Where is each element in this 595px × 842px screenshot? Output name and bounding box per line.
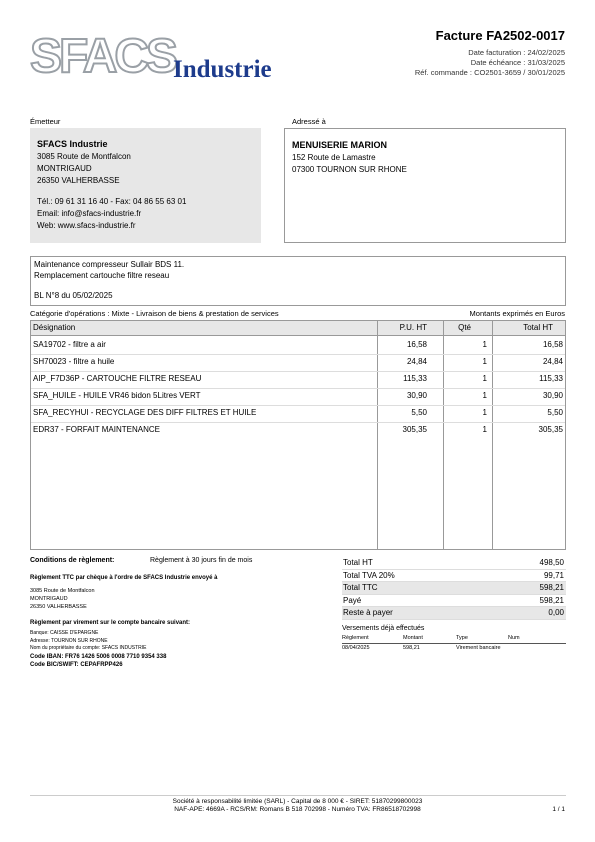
row-total: 30,90 (542, 391, 563, 400)
recipient-address: 152 Route de Lamastre (292, 153, 376, 162)
cheque-address-1: 3085 Route de Montfalcon (30, 588, 95, 594)
bic-swift: Code BIC/SWIFT: CEPAFRPP426 (30, 662, 123, 668)
bank-address: Adresse: TOURNON SUR RHONE (30, 638, 108, 644)
cheque-address-2: MONTRIGAUD (30, 596, 68, 602)
row-designation: AIP_F7D36P - CARTOUCHE FILTRE RESEAU (33, 374, 202, 383)
header-unit-price: P.U. HT (399, 323, 427, 332)
payment-date: 08/04/2025 (342, 645, 370, 651)
total-ttc-row (342, 582, 566, 595)
footer-legal-2: NAF-APE: 4669A - RCS/RM: Romans B 518 702998 - Numéro TVA: FR86518702998 (174, 806, 421, 813)
total-value: 598,21 (539, 595, 564, 605)
table-row (31, 355, 565, 372)
invoice-description (30, 256, 566, 306)
invoice-date: Date facturation : 24/02/2025 (468, 48, 565, 57)
delivery-note: BL N°8 du 05/02/2025 (34, 291, 113, 300)
logo-suffix-text: Industrie (173, 56, 272, 83)
remaining-row (342, 607, 566, 620)
invoice-order-ref: Réf. commande : CO2501-3659 / 30/01/2025 (414, 68, 565, 77)
emitter-box (30, 128, 261, 243)
total-label: Reste à payer (343, 608, 393, 617)
items-table (30, 320, 566, 550)
row-unit-price: 5,50 (411, 408, 427, 417)
payment-amount: 598,21 (403, 645, 420, 651)
total-label: Total HT (343, 558, 373, 567)
table-row (31, 406, 565, 423)
row-designation: SH70023 - filtre a huile (33, 357, 115, 366)
row-unit-price: 24,84 (406, 357, 427, 366)
payments-header-type: Type (456, 635, 468, 641)
emitter-address: 3085 Route de Montfalcon (37, 152, 131, 161)
table-row (31, 423, 565, 440)
row-designation: SFA_HUILE - HUILE VR46 bidon 5Litres VERT (33, 391, 201, 400)
invoice-title: Facture FA2502-0017 (435, 28, 565, 43)
cheque-address-3: 26350 VALHERBASSE (30, 604, 87, 610)
transfer-title: Règlement par virement sur le compte bancaire suivant: (30, 620, 191, 626)
recipient-label: Adressé à (292, 117, 326, 126)
payments-header-num: Num (508, 635, 520, 641)
description-line-2: Remplacement cartouche filtre reseau (34, 270, 170, 280)
totals-block (342, 557, 566, 620)
row-quantity: 1 (482, 340, 487, 349)
header-total: Total HT (523, 323, 553, 332)
row-unit-price: 16,58 (406, 340, 427, 349)
row-quantity: 1 (482, 374, 487, 383)
recipient-box (284, 128, 566, 243)
row-total: 5,50 (547, 408, 563, 417)
row-designation: SA19702 - filtre a air (33, 340, 106, 349)
conditions-value: Règlement à 30 jours fin de mois (150, 557, 253, 564)
emitter-label: Émetteur (30, 117, 61, 126)
payments-header-amount: Montant (403, 635, 423, 641)
page-number: 1 / 1 (552, 806, 565, 813)
recipient-name: MENUISERIE MARION (292, 140, 388, 150)
row-unit-price: 30,90 (406, 391, 427, 400)
footer-divider (30, 795, 566, 796)
row-quantity: 1 (482, 425, 487, 434)
table-header (31, 321, 565, 336)
row-total: 305,35 (538, 425, 563, 434)
emitter-web: Web: www.sfacs-industrie.fr (37, 221, 136, 230)
total-value: 498,50 (539, 558, 564, 567)
company-logo (30, 30, 290, 85)
payments-table (342, 634, 566, 653)
emitter-city: MONTRIGAUD (37, 164, 92, 173)
total-label: Total TVA 20% (343, 570, 395, 580)
row-unit-price: 305,35 (402, 425, 427, 434)
account-owner: Nom du propriétaire du compte: SFACS INDUSTRIE (30, 645, 147, 651)
total-label: Total TTC (343, 583, 378, 592)
total-value: 99,71 (543, 570, 564, 580)
row-unit-price: 115,33 (403, 374, 427, 383)
total-value: 598,21 (539, 583, 564, 592)
footer-legal-1: Société à responsabilité limitée (SARL) - Capital de 8 000 € - SIRET: 51870299800023 (172, 798, 423, 805)
operation-category: Catégorie d'opérations : Mixte - Livraison de biens & prestation de services (30, 309, 279, 318)
emitter-phone: Tél.: 09 61 31 16 40 - Fax: 04 86 55 63 01 (37, 197, 187, 206)
paid-row (342, 595, 566, 608)
table-row (31, 338, 565, 355)
row-total: 16,58 (542, 340, 563, 349)
payments-title: Versements déjà effectués (342, 625, 425, 632)
cheque-title: Règlement TTC par chèque à l'ordre de SFACS Industrie envoyé à (30, 575, 218, 581)
emitter-email: Email: info@sfacs-industrie.fr (37, 209, 142, 218)
emitter-zip-city: 26350 VALHERBASSE (37, 176, 120, 185)
row-designation: SFA_RECYHUI - RECYCLAGE DES DIFF FILTRES ET HUILE (33, 408, 257, 417)
row-quantity: 1 (482, 391, 487, 400)
emitter-name: SFACS Industrie (37, 139, 108, 149)
total-value: 0,00 (548, 608, 564, 617)
header-quantity: Qté (458, 323, 471, 332)
row-total: 24,84 (542, 357, 563, 366)
payment-type: Virement bancaire (456, 645, 501, 651)
payments-header (342, 634, 566, 644)
logo-brand-text: SFACS (30, 30, 176, 83)
row-quantity: 1 (482, 357, 487, 366)
table-row (31, 372, 565, 389)
row-total: 115,33 (539, 374, 563, 383)
currency-note: Montants exprimés en Euros (469, 309, 565, 318)
invoice-due-date: Date échéance : 31/03/2025 (470, 58, 565, 67)
total-label: Payé (343, 595, 362, 605)
row-designation: EDR37 - FORFAIT MAINTENANCE (33, 425, 160, 434)
iban: Code IBAN: FR76 1426 5006 0008 7710 9354 338 (30, 654, 167, 660)
conditions-label: Conditions de règlement: (30, 557, 115, 564)
payment-row (342, 644, 566, 653)
bank-name: Banque: CAISSE D'EPARGNE (30, 630, 99, 636)
header-designation: Désignation (33, 323, 76, 332)
recipient-zip-city: 07300 TOURNON SUR RHONE (292, 165, 407, 174)
payments-header-date: Règlement (342, 635, 369, 641)
description-line-1: Maintenance compresseur Sullair BDS 11. (34, 260, 185, 269)
total-vat-row (342, 570, 566, 583)
row-quantity: 1 (482, 408, 487, 417)
total-ht-row (342, 557, 566, 570)
table-row (31, 389, 565, 406)
